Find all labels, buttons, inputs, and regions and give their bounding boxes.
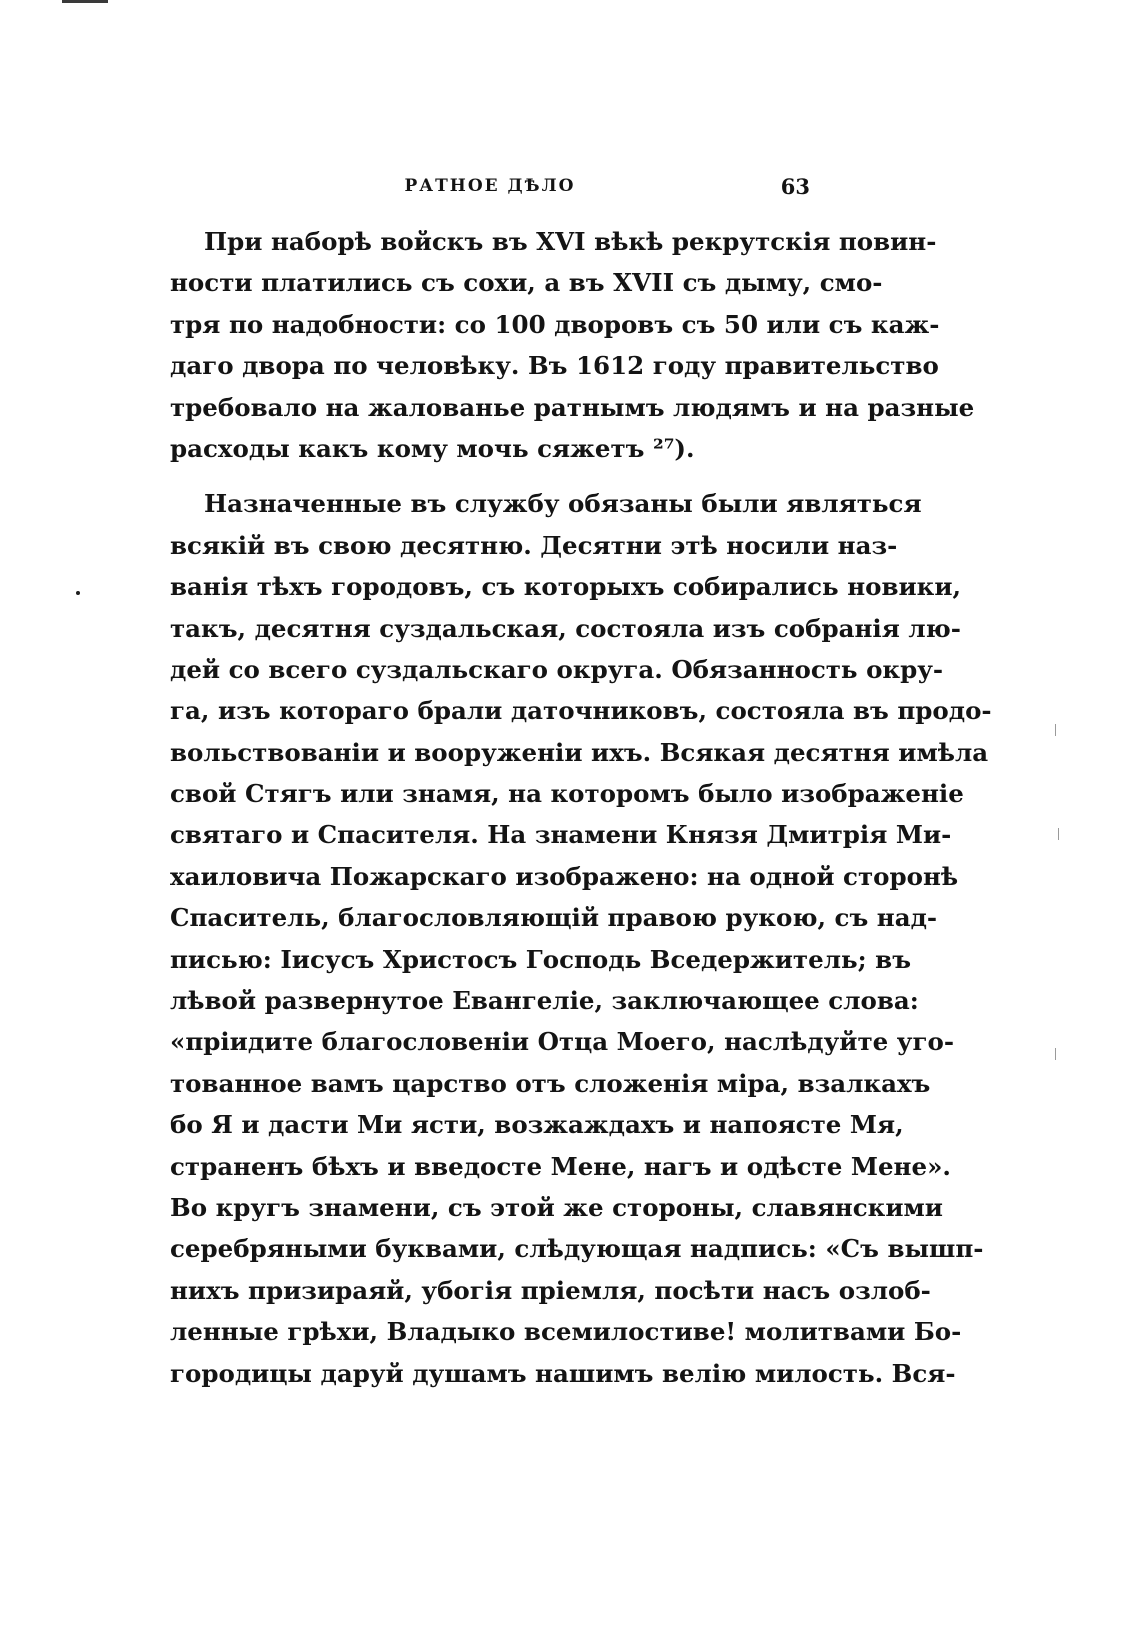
text-line: ности платились съ сохи, а въ XVII съ дыму, смо- bbox=[170, 268, 883, 298]
text-line: Во кругъ знамени, съ этой же стороны, славянскими bbox=[170, 1192, 943, 1222]
paragraph-1 bbox=[170, 221, 975, 469]
text-line: хаиловича Пожарскаго изображено: на одной сторонѣ bbox=[170, 861, 959, 891]
text-line: Назначенные въ службу обязаны были являться bbox=[204, 489, 922, 519]
text-line: страненъ бѣхъ и введосте Мене, нагъ и одѣсте Мене». bbox=[170, 1151, 951, 1181]
page-number: 63 bbox=[780, 174, 810, 199]
text-line: ленные грѣхи, Владыко всемилостиве! молитвами Бо- bbox=[170, 1317, 962, 1347]
margin-speck bbox=[1058, 828, 1059, 840]
text-line: «пріидите благословеніи Отца Моего, наслѣдуйте уго- bbox=[170, 1027, 954, 1057]
margin-speck bbox=[76, 591, 80, 595]
text-line: писью: Іисусъ Христосъ Господь Вседержитель; въ bbox=[170, 944, 911, 974]
text-line: свой Стягъ или знамя, на которомъ было изображеніе bbox=[170, 779, 964, 809]
text-line: ванія тѣхъ городовъ, съ которыхъ собирались новики, bbox=[170, 572, 962, 602]
text-line: вольствованіи и вооруженіи ихъ. Всякая десятня имѣла bbox=[170, 737, 989, 767]
text-line: нихъ призираяй, убогія пріемля, посѣти насъ озлоб- bbox=[170, 1275, 931, 1305]
margin-speck bbox=[1055, 1048, 1056, 1060]
running-title: РАТНОЕ ДѢЛО bbox=[404, 176, 576, 196]
text-line: требовало на жалованье ратнымъ людямъ и на разные bbox=[170, 392, 975, 422]
margin-speck bbox=[1055, 724, 1056, 736]
text-line: Спаситель, благословляющій правою рукою, съ над- bbox=[170, 903, 938, 933]
top-edge-mark bbox=[62, 0, 108, 3]
text-line: даго двора по человѣку. Въ 1612 году правительство bbox=[170, 351, 939, 381]
paragraph-2 bbox=[170, 483, 992, 1394]
text-line: тованное вамъ царство отъ сложенія міра, взалкахъ bbox=[170, 1068, 931, 1098]
text-line: бо Я и дасти Ми ясти, возжаждахъ и напоясте Мя, bbox=[170, 1110, 904, 1140]
page-header bbox=[170, 168, 810, 208]
text-line: серебряными буквами, слѣдующая надпись: «Съ вышп- bbox=[170, 1234, 984, 1264]
text-line: тря по надобности: со 100 дворовъ съ 50 или съ кaж- bbox=[170, 309, 940, 339]
text-line: дей со всего суздальскаго округа. Обязанность окру- bbox=[170, 654, 944, 684]
text-line: святаго и Спасителя. На знамени Князя Дмитрія Ми- bbox=[170, 820, 952, 850]
paragraph-gap bbox=[170, 469, 810, 483]
body-text bbox=[170, 221, 992, 1394]
text-line: При наборѣ войскъ въ XVI вѣкѣ рекрутскія повин- bbox=[204, 227, 937, 256]
text-line: такъ, десятня суздальская, состояла изъ собранія лю- bbox=[170, 613, 961, 643]
text-line: га, изъ котораго брали даточниковъ, состояла въ продо- bbox=[170, 696, 992, 726]
text-line: всякій въ свою десятню. Десятни этѣ носили наз- bbox=[170, 530, 898, 560]
text-line: лѣвой развернутое Евангеліе, заключающее слова: bbox=[170, 986, 919, 1016]
text-line: городицы даруй душамъ нашимъ велію милость. Вся- bbox=[170, 1358, 956, 1388]
text-line: расходы какъ кому мочь сяжетъ ²⁷). bbox=[170, 433, 695, 463]
